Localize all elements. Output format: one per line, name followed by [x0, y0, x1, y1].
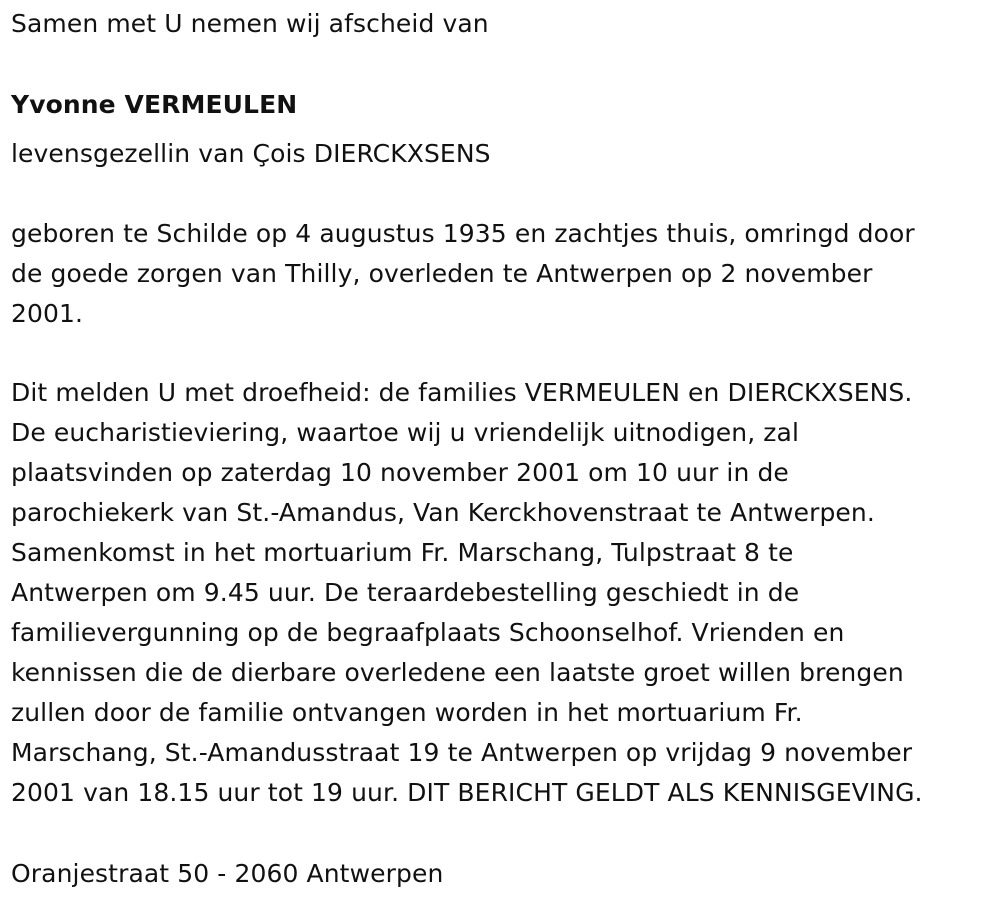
birth-line: 2001.	[11, 299, 84, 328]
announcement-line: Dit melden U met droefheid: de families VERMEULEN en DIERCKXSENS.	[11, 378, 913, 407]
announcement-line: Marschang, St.-Amandusstraat 19 te Antwerpen op vrijdag 9 november	[11, 738, 913, 767]
address-text: Oranjestraat 50 - 2060 Antwerpen	[11, 859, 444, 888]
announcement-line: kennissen die de dierbare overledene een laatste groet willen brengen	[11, 658, 904, 687]
announcement-line: familievergunning op de begraafplaats Schoonselhof. Vrienden en	[11, 618, 845, 647]
announcement-paragraph	[11, 373, 923, 813]
announcement-line: Antwerpen om 9.45 uur. De teraardebestelling geschiedt in de	[11, 578, 800, 607]
announcement-line: Samenkomst in het mortuarium Fr. Marschang, Tulpstraat 8 te	[11, 538, 794, 567]
announcement-line: 2001 van 18.15 uur tot 19 uur. DIT BERICHT GELDT ALS KENNISGEVING.	[11, 778, 923, 807]
announcement-line: parochiekerk van St.-Amandus, Van Kerckhovenstraat te Antwerpen.	[11, 498, 875, 527]
partner-text: levensgezellin van Çois DIERCKXSENS	[11, 139, 491, 168]
announcement-line: De eucharistieviering, waartoe wij u vriendelijk uitnodigen, zal	[11, 418, 799, 447]
birth-line: de goede zorgen van Thilly, overleden te Antwerpen op 2 november	[11, 259, 873, 288]
deceased-name: Yvonne VERMEULEN	[11, 90, 298, 119]
announcement-line: zullen door de familie ontvangen worden in het mortuarium Fr.	[11, 698, 803, 727]
birth-paragraph	[11, 214, 915, 334]
announcement-line: plaatsvinden op zaterdag 10 november 2001 om 10 uur in de	[11, 458, 789, 487]
birth-line: geboren te Schilde op 4 augustus 1935 en zachtjes thuis, omringd door	[11, 219, 915, 248]
intro-text: Samen met U nemen wij afscheid van	[11, 9, 489, 38]
